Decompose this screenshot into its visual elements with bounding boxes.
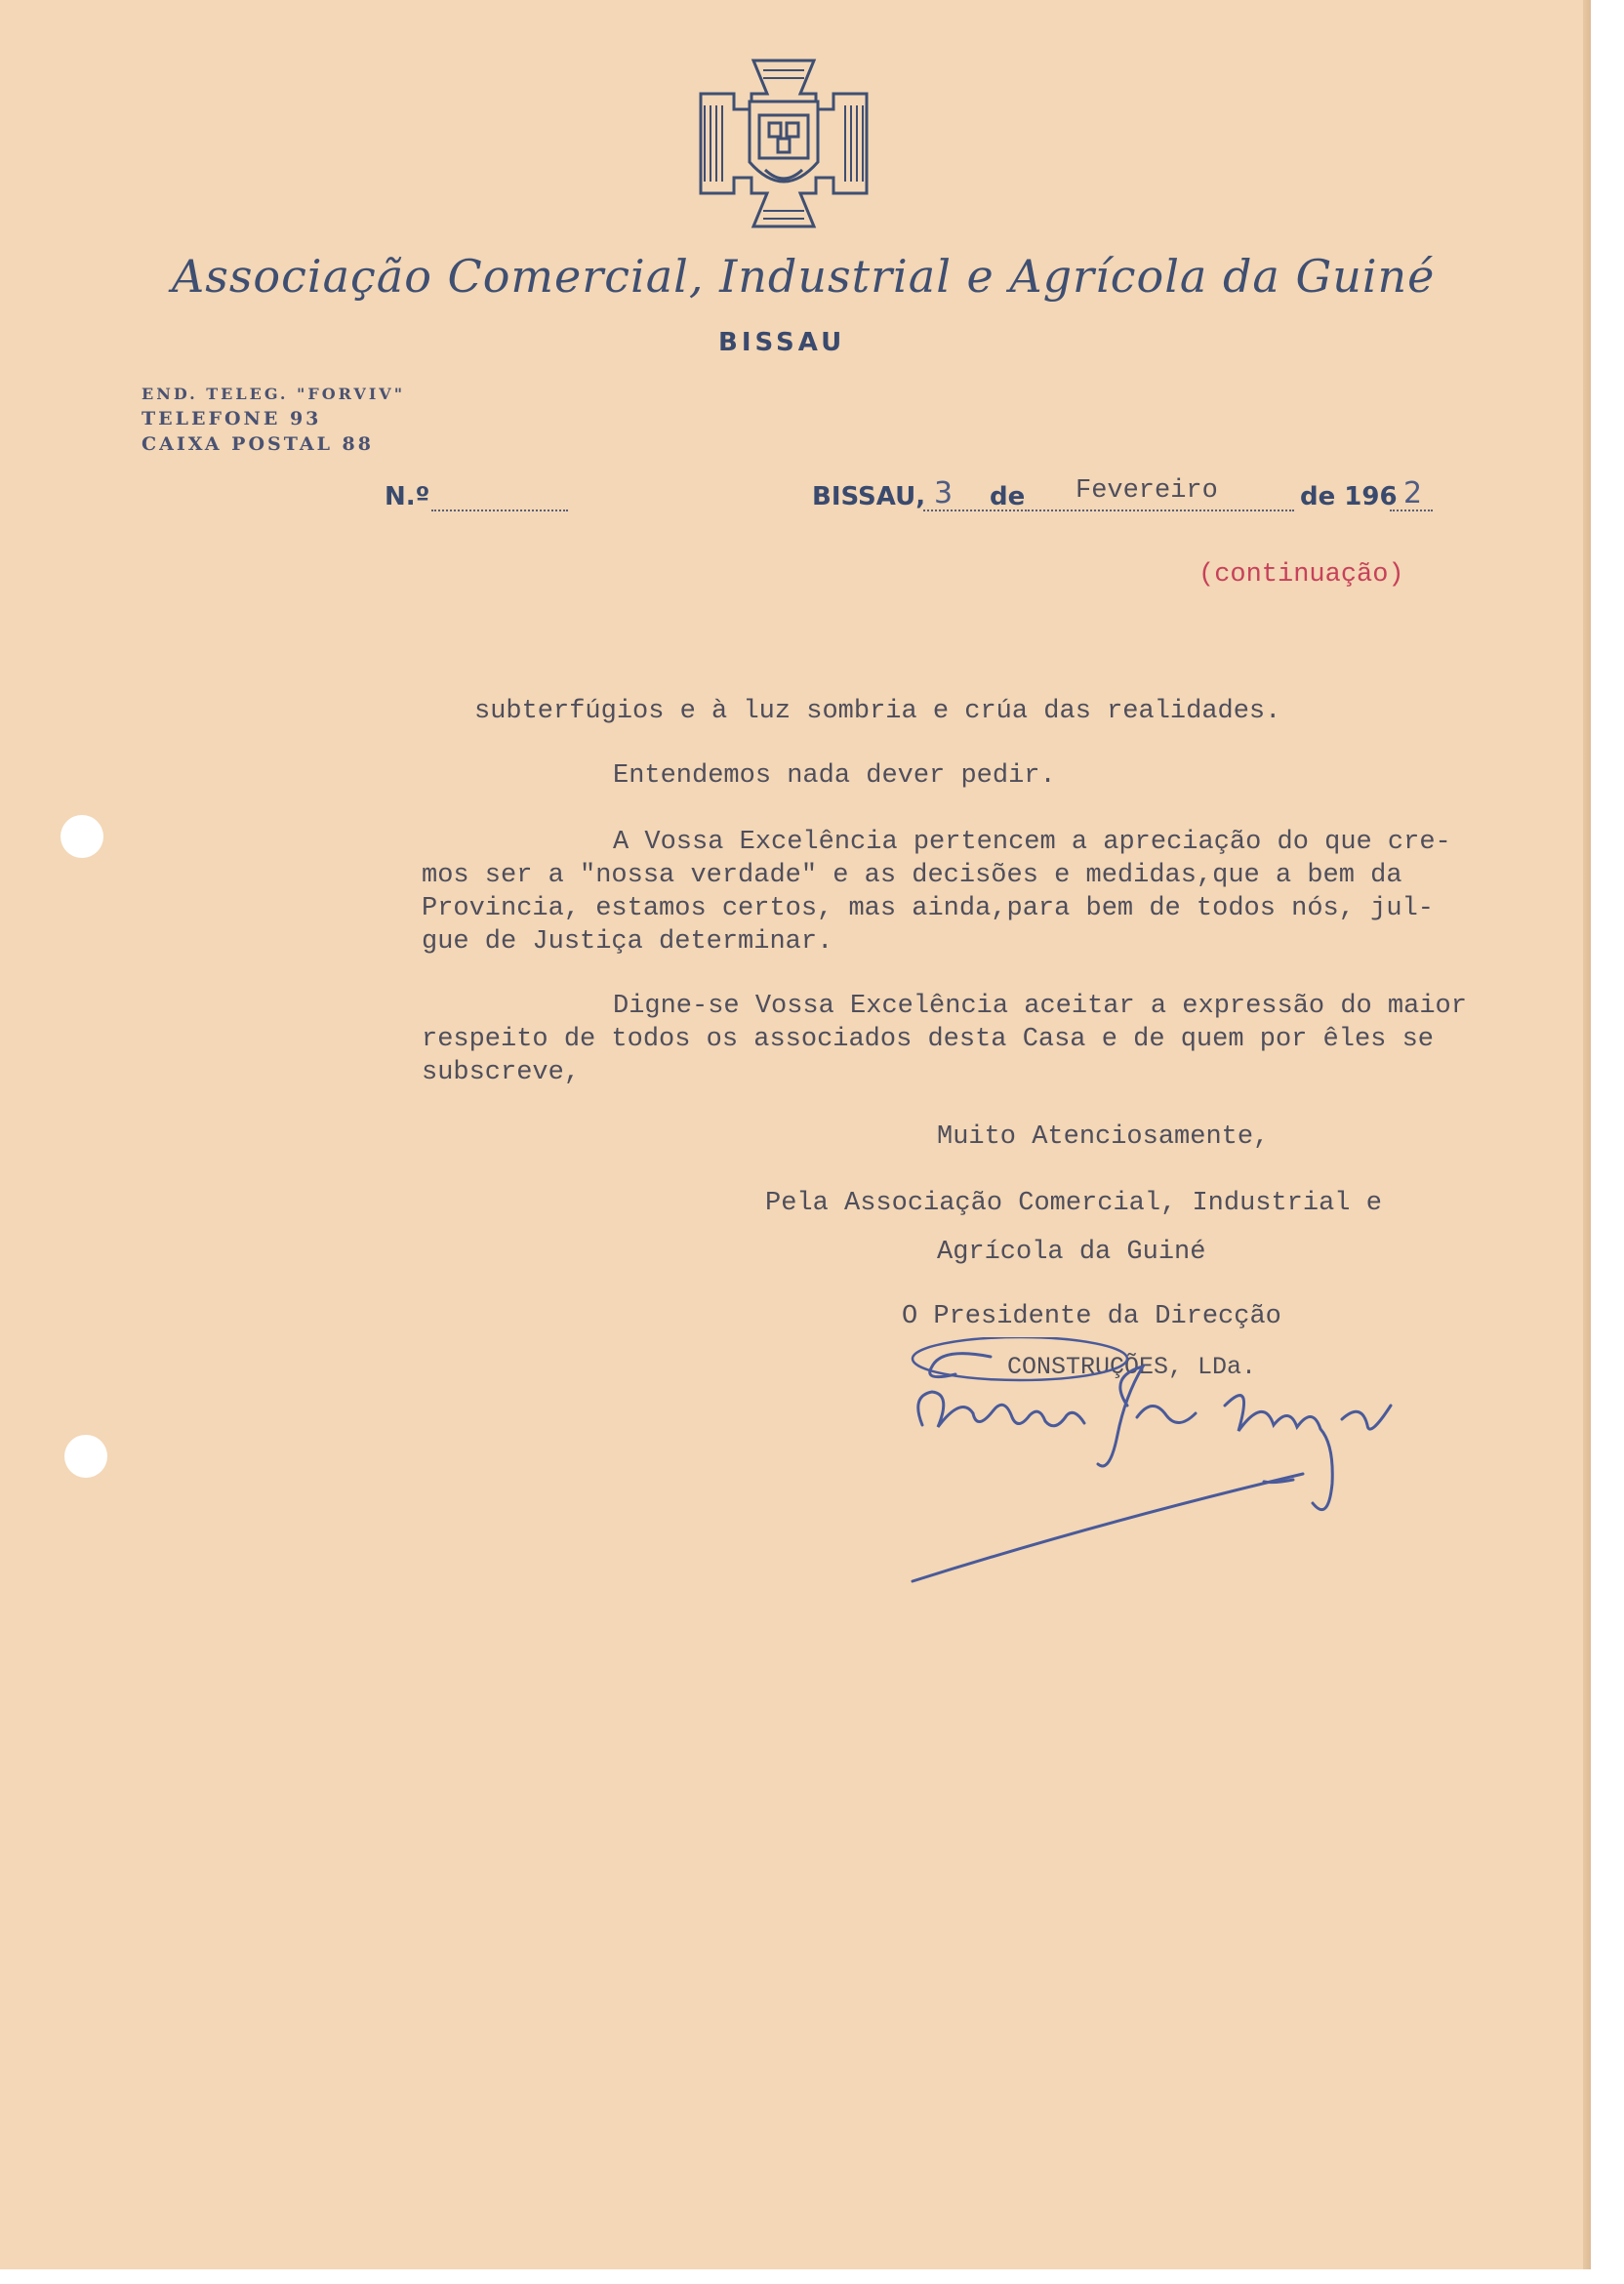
body-line-8: respeito de todos os associados desta Casa e de quem por êles se <box>422 1025 1434 1054</box>
continuation-note: (continuação) <box>1198 560 1404 590</box>
cross-crest-icon <box>695 55 873 232</box>
reference-number-label: N.º <box>385 482 430 511</box>
postal-box: CAIXA POSTAL 88 <box>142 433 374 455</box>
body-line-7: Digne-se Vossa Excelência aceitar a expressão do maior <box>613 992 1467 1021</box>
date-year-digit: 2 <box>1403 476 1423 510</box>
punch-hole-bottom <box>64 1435 107 1478</box>
telegraph-address: END. TELEG. "FORVIV" <box>142 385 406 403</box>
reference-number-field <box>431 490 568 511</box>
closing-salutation: Muito Atenciosamente, <box>937 1122 1270 1152</box>
body-line-4: mos ser a "nossa verdade" e as decisões e medidas,que a bem da <box>422 861 1402 890</box>
organization-name: Associação Comercial, Industrial e Agrícola da Guiné <box>172 250 1436 303</box>
handwritten-signature-icon <box>903 1337 1430 1630</box>
date-city-label: BISSAU, <box>812 482 926 511</box>
letterhead-city: BISSAU <box>718 328 846 357</box>
date-de-label-1: de <box>990 482 1026 511</box>
body-line-6: gue de Justiça determinar. <box>422 927 833 957</box>
punch-hole-top <box>61 815 103 858</box>
closing-on-behalf-1: Pela Associação Comercial, Industrial e <box>765 1189 1382 1218</box>
body-line-9: subscreve, <box>422 1058 581 1087</box>
closing-title: O Presidente da Direcção <box>902 1302 1281 1331</box>
date-month: Fevereiro <box>1076 476 1218 506</box>
page-edge <box>1583 0 1591 2269</box>
company-stamp: CONSTRUÇÕES, LDa. <box>1007 1353 1257 1381</box>
date-de-label-2: de 196 <box>1300 482 1398 511</box>
body-line-3: A Vossa Excelência pertencem a apreciação do que cre- <box>613 828 1451 857</box>
body-line-2: Entendemos nada dever pedir. <box>613 761 1056 791</box>
date-day: 3 <box>934 476 954 510</box>
closing-on-behalf-2: Agrícola da Guiné <box>937 1238 1206 1267</box>
body-line-1: subterfúgios e à luz sombria e crúa das realidades. <box>474 697 1281 726</box>
telephone-number: TELEFONE 93 <box>142 408 322 429</box>
body-line-5: Provincia, estamos certos, mas ainda,para bem de todos nós, jul- <box>422 894 1434 923</box>
